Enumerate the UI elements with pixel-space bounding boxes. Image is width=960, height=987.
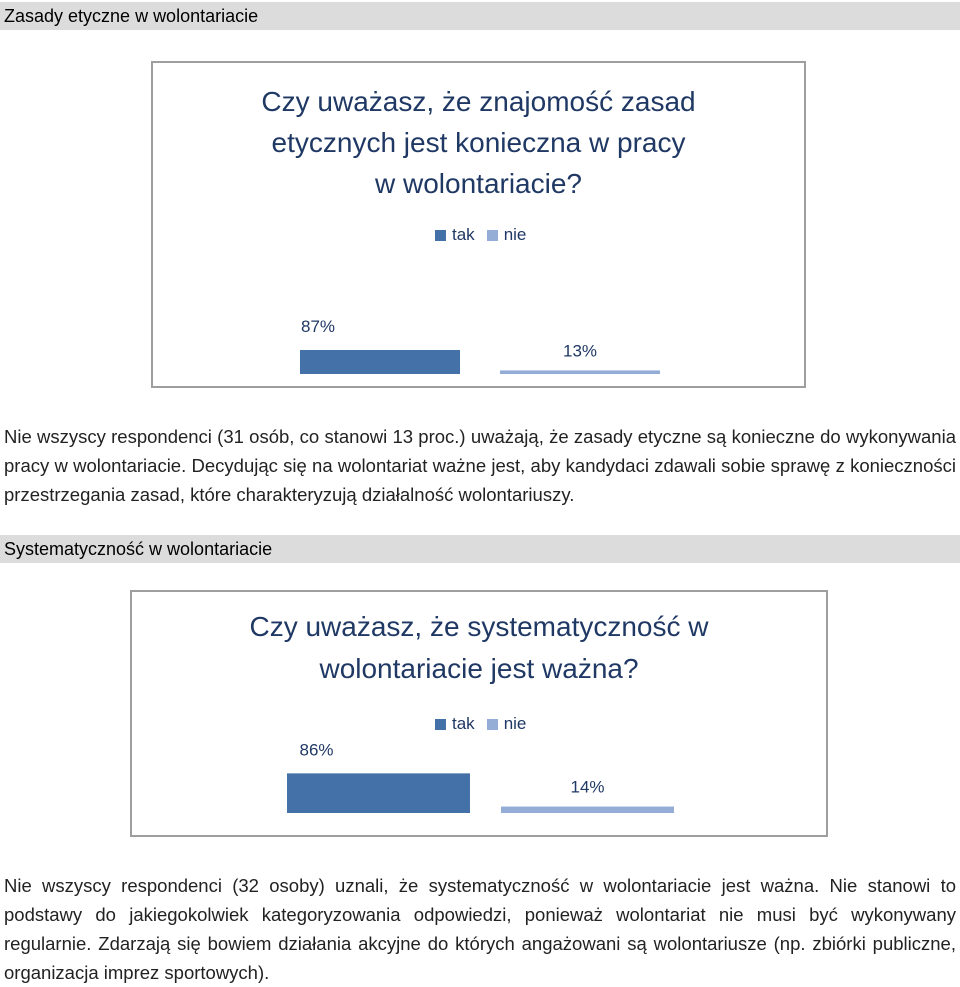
- legend-label: tak: [452, 225, 475, 244]
- bar-tak: [300, 350, 460, 374]
- section-heading-ethics: Zasady etyczne w wolontariacie: [0, 2, 960, 30]
- bar-tak: [287, 773, 470, 813]
- legend-label: tak: [452, 714, 475, 733]
- data-label-nie: 13%: [562, 341, 598, 361]
- chart-systematic: [130, 590, 828, 837]
- paragraph-systematic: Nie wszyscy respondenci (32 osoby) uznali, że systematyczność w wolontariacie jest ważna. Nie stanowi to podstawy do jakiegokolwiek kategoryzowania odpowiedzi, ponieważ wolontariat nie musi być wykonywany regularnie. Zdarzają się bowiem działania akcyjne do których angażowani są wolontariusze (np. zbiórki publiczne, organizacja imprez sportowych).: [4, 875, 956, 983]
- chart-title-line: wolontariacie jest ważna?: [319, 653, 639, 684]
- chart-title-line: Czy uważasz, że systematyczność w: [249, 611, 709, 642]
- chart-ethics: [151, 61, 806, 388]
- legend-label: nie: [503, 225, 527, 244]
- section-heading-systematic: Systematyczność w wolontariacie: [0, 535, 960, 563]
- chart-title-line: Czy uważasz, że znajomość zasad: [261, 86, 696, 117]
- chart-plot: [132, 592, 826, 835]
- chart-plot: [153, 63, 804, 386]
- bar-nie: [501, 807, 674, 813]
- legend-label: nie: [503, 714, 527, 733]
- chart-title-line: w wolontariacie?: [375, 168, 582, 199]
- data-label-nie: 14%: [570, 777, 605, 797]
- bar-nie: [500, 370, 660, 374]
- data-label-tak: 86%: [299, 740, 334, 760]
- paragraph-ethics: Nie wszyscy respondenci (31 osób, co stanowi 13 proc.) uważają, że zasady etyczne są konieczne do wykonywania pracy w wolontariacie. Decydując się na wolontariat ważne jest, aby kandydaci zdawali sobie sprawę z konieczności przestrzegania zasad, które charakteryzują działalność wolontariuszy.: [4, 426, 956, 505]
- chart-title-line: etycznych jest konieczna w pracy: [271, 127, 686, 158]
- data-label-tak: 87%: [300, 316, 336, 336]
